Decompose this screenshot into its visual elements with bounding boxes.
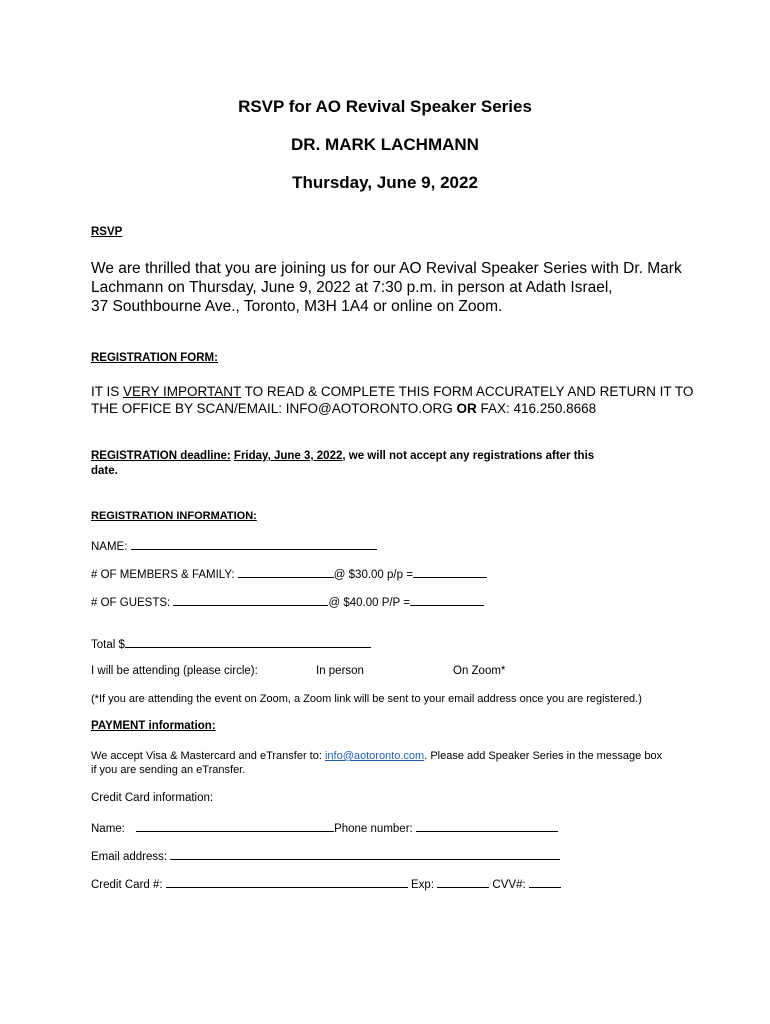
speaker-name: DR. MARK LACHMANN [291, 135, 479, 154]
guests-row: # OF GUESTS: @ $40.00 P/P = [91, 594, 484, 609]
payment-accept-line-2: if you are sending an eTransfer. [91, 764, 246, 776]
exp-field[interactable] [437, 876, 489, 888]
zoom-note: (*If you are attending the event on Zoom, a Zoom link will be sent to your email address once you are registered.) [91, 693, 642, 705]
members-total-field[interactable] [413, 566, 487, 578]
payment-heading: PAYMENT information: [91, 720, 216, 732]
intro-line-2: Lachmann on Thursday, June 9, 2022 at 7:30 p.m. in person at Adath Israel, [91, 279, 613, 296]
intro-line-3: 37 Southbourne Ave., Toronto, M3H 1A4 or online on Zoom. [91, 298, 503, 315]
intro-line-1: We are thrilled that you are joining us for our AO Revival Speaker Series with Dr. Mark [91, 260, 682, 277]
email-link[interactable]: info@aotoronto.com [324, 750, 425, 762]
rsvp-label: RSVP [91, 226, 123, 238]
guests-total-field[interactable] [410, 594, 484, 606]
name-field[interactable] [131, 538, 377, 550]
attending-label: I will be attending (please circle): [91, 665, 258, 677]
form-instruction-line-2: THE OFFICE BY SCAN/EMAIL: INFO@AOTORONTO.ORG OR FAX: 416.250.8668 [91, 401, 597, 416]
members-count-field[interactable] [238, 566, 334, 578]
form-instruction-line-1: IT IS VERY IMPORTANT TO READ & COMPLETE THIS FORM ACCURATELY AND RETURN IT TO [91, 384, 694, 399]
credit-card-row: Credit Card #: Exp: CVV#: [91, 876, 561, 891]
registration-form-heading: REGISTRATION FORM: [91, 352, 218, 364]
payment-accept-line-1: We accept Visa & Mastercard and eTransfer to: info@aotoronto.com. Please add Speaker Series in the message box [91, 750, 663, 762]
total-field[interactable] [125, 636, 371, 648]
document-title: RSVP for AO Revival Speaker Series [238, 97, 532, 116]
phone-field[interactable] [416, 820, 558, 832]
event-date: Thursday, June 9, 2022 [292, 173, 478, 192]
deadline-line-2: date. [91, 465, 118, 477]
members-row: # OF MEMBERS & FAMILY: @ $30.00 p/p = [91, 566, 487, 581]
cvv-field[interactable] [529, 876, 561, 888]
registration-info-heading: REGISTRATION INFORMATION: [91, 510, 257, 522]
credit-card-field[interactable] [166, 876, 408, 888]
payment-name-row: Name: Phone number: [91, 820, 558, 835]
payment-name-field[interactable] [136, 820, 334, 832]
option-in-person[interactable]: In person [316, 665, 364, 677]
email-field[interactable] [170, 848, 560, 860]
cc-info-label: Credit Card information: [91, 792, 214, 804]
name-row: NAME: [91, 538, 377, 553]
option-zoom[interactable]: On Zoom* [453, 665, 506, 677]
total-row: Total $ [91, 636, 371, 651]
guests-count-field[interactable] [173, 594, 328, 606]
email-row: Email address: [91, 848, 560, 863]
deadline-line-1: REGISTRATION deadline: Friday, June 3, 2022, we will not accept any registrations after this [91, 450, 595, 462]
